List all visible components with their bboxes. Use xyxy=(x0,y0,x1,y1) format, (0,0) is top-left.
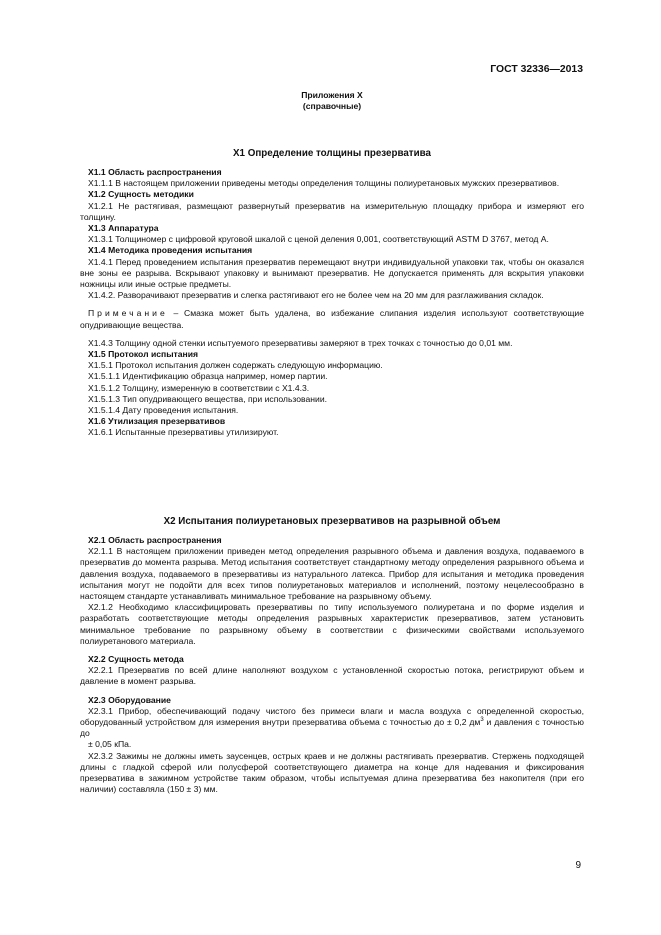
paragraph-x1-4-3: Х1.4.3 Толщину одной стенки испытуемого презервативы замеряют в трех точках с точностью до 0,01 мм. xyxy=(88,337,513,348)
section-x1 xyxy=(80,148,584,439)
paragraph-x1-1-1: Х1.1.1 В настоящем приложении приведены методы определения толщины полиуретановых мужских презервативов. xyxy=(88,178,560,189)
paragraph-x1-5-1: Х1.5.1 Протокол испытания должен содержать следующую информацию. xyxy=(88,360,383,371)
heading-x1-6: Х1.6 Утилизация презервативов xyxy=(88,416,226,427)
paragraph-x2-3-1 xyxy=(80,706,584,740)
note-text: – Смазка может быть удалена, во избежание слипания изделия используют соответствующие опудривающие вещества. xyxy=(80,308,584,330)
paragraph-x2-3-2: Х2.3.2 Зажимы не должны иметь заусенцев, острых краев и не должны растягивать презерватив. Стержень подходящей длины с гладкой сферой или полусферой соответствующего диаметра на конце для надевания и фиксирования презерватива в зажимном устройстве таким образом, чтобы испытуемая длина презерватива без накопителя (при его наличии) составляла (150 ± 3) мм. xyxy=(80,750,584,795)
paragraph-x1-2-1: Х1.2.1 Не растягивая, размещают развернутый презерватив на измерительную площадку прибора и измеряют его толщину. xyxy=(80,200,584,222)
section-x2 xyxy=(80,516,584,795)
paragraph-x2-3-1-accuracy: ± 0,05 кПа. xyxy=(88,739,132,750)
heading-x1-3: Х1.3 Аппаратура xyxy=(88,223,159,234)
appendix-heading xyxy=(80,90,584,112)
paragraph-x2-1-2: Х2.1.2 Необходимо классифицировать презервативы по типу используемого полиуретана и по форме изделия и разработать соответствующие методы определения разрывных характеристик презервативов, затем установить минимальное требование по разрывному объему в соответствии с физическими свойствами используемого полиуретанового материала. xyxy=(80,602,584,646)
page-number: 9 xyxy=(575,860,581,871)
paragraph-x1-4-1: Х1.4.1 Перед проведением испытания презерватив перемещают внутри индивидуальной упаковки так, чтобы он оказался вне зоны ее разрыва. Вскрывают упаковку и вынимают презерватив. Не допускается применять для вскрытия упаковки ножницы или иные острые предметы. xyxy=(80,256,584,290)
paragraph-x2-3-1-tail: и давления с точностью до xyxy=(80,717,584,739)
section-x2-title: Х2 Испытания полиуретановых презервативов на разрывной объем xyxy=(163,516,501,527)
paragraph-x2-3-1-main: Х2.3.1 Прибор, обеспечивающий подачу чистого без примеси влаги и масла воздуха с определенной скоростью, оборудованный устройством для измерения внутри презерватива объема с точностью до ± 0,2 дм xyxy=(80,705,584,728)
heading-x2-3: Х2.3 Оборудование xyxy=(88,694,171,705)
heading-x1-4: Х1.4 Методика проведения испытания xyxy=(88,245,253,256)
appendix-title: Приложения Х xyxy=(301,90,363,100)
paragraph-x2-2-1: Х2.2.1 Презерватив по всей длине наполняют воздухом с установленной скоростью потока, регистрируют объем и давление в момент разрыва. xyxy=(80,665,584,687)
heading-x2-2: Х2.2 Сущность метода xyxy=(88,654,184,665)
note-lead: Примечание xyxy=(88,308,168,319)
paragraph-x1-5-1-3: Х1.5.1.3 Тип опудривающего вещества, при использовании. xyxy=(88,393,328,404)
paragraph-x1-5-1-2: Х1.5.1.2 Толщину, измеренную в соответствии с Х1.4.3. xyxy=(88,382,310,393)
paragraph-x1-4-2: Х1.4.2. Разворачивают презерватив и слегка растягивают его не более чем на 20 мм для разглаживания складок. xyxy=(88,290,544,301)
paragraph-x2-1-1: Х2.1.1 В настоящем приложении приведен метод определения разрывного объема и давления воздуха, подаваемого в презерватив до момента разрыва. Метод испытания соответствует стандартному методу определения разрывного объема и давления воздуха, подаваемого в презервативы из натурального латекса. Прибор для испытания и методика проведения испытания могут не подойти для всех типов полиуретановых материалов и исполнений, поэтому нецелесообразно в настоящем стандарте устанавливать минимальное требование на разрывному объему. xyxy=(80,546,584,602)
heading-x1-5: Х1.5 Протокол испытания xyxy=(88,349,199,360)
paragraph-x1-6-1: Х1.6.1 Испытанные презервативы утилизируют. xyxy=(88,427,279,438)
heading-x1-2: Х1.2 Сущность методики xyxy=(88,189,194,200)
paragraph-x1-3-1: Х1.3.1 Толщиномер с цифровой круговой шкалой с ценой деления 0,001, соответствующий ASTM D 3767, метод А. xyxy=(88,234,549,245)
paragraph-x1-5-1-4: Х1.5.1.4 Дату проведения испытания. xyxy=(88,405,239,416)
note xyxy=(80,308,584,330)
heading-x1-1: Х1.1 Область распространения xyxy=(88,167,222,177)
appendix-subtitle: (справочные) xyxy=(302,101,362,112)
heading-x2-1: Х2.1 Область распространения xyxy=(88,535,222,545)
cubic-superscript: 3 xyxy=(480,717,484,724)
section-x1-title: Х1 Определение толщины презерватива xyxy=(233,148,431,159)
standard-number: ГОСТ 32336—2013 xyxy=(490,64,583,75)
paragraph-x1-5-1-1: Х1.5.1.1 Идентификацию образца например, номер партии. xyxy=(88,371,328,382)
